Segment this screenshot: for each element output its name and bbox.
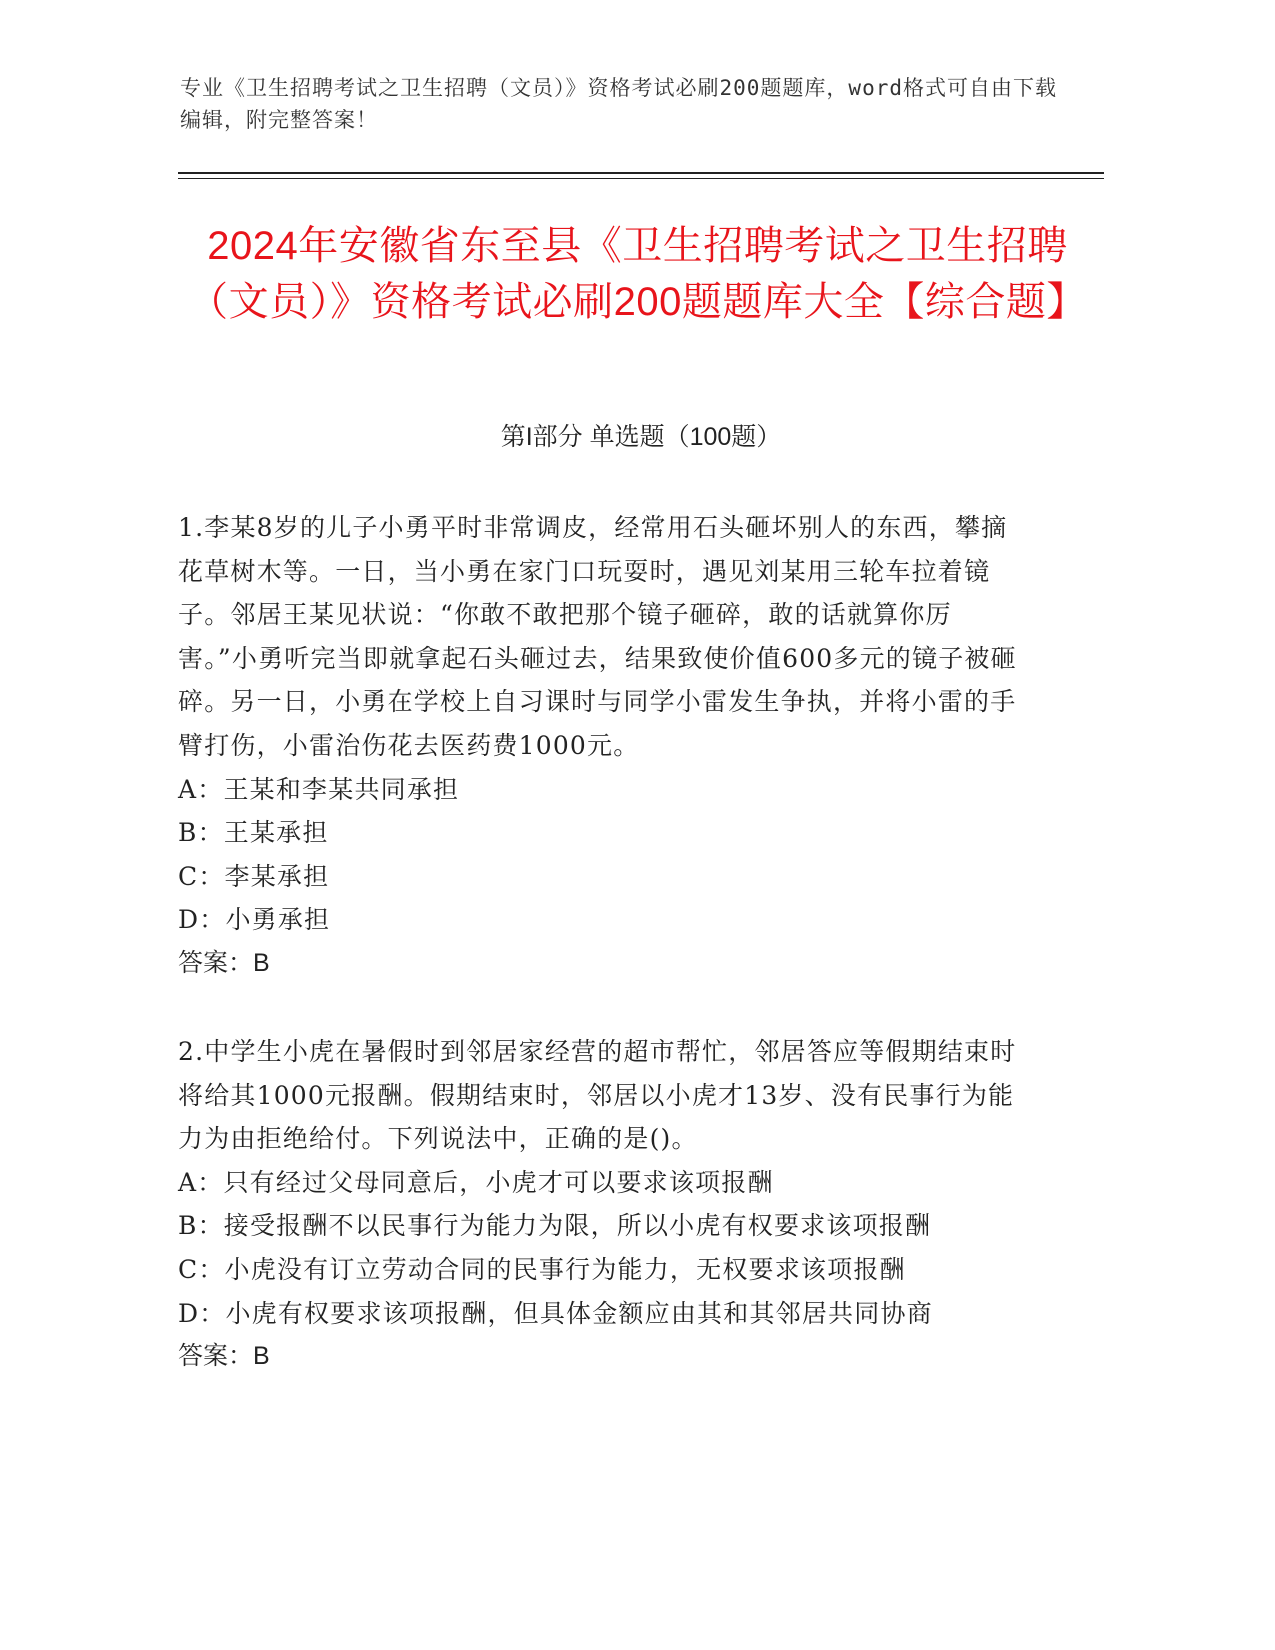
option-d: D：小虎有权要求该项报酬，但具体金额应由其和其邻居共同协商 xyxy=(178,1298,933,1328)
option-a: A：王某和李某共同承担 xyxy=(178,774,460,804)
question-2 xyxy=(178,1030,1023,1379)
header-note: 专业《卫生招聘考试之卫生招聘（文员）》资格考试必刷200题题库，word格式可自由下载编辑，附完整答案！ xyxy=(180,76,1057,132)
option-a: A：只有经过父母同意后，小虎才可以要求该项报酬 xyxy=(178,1167,774,1197)
header-divider-thick xyxy=(178,172,1104,174)
document-title: 2024年安徽省东至县《卫生招聘考试之卫生招聘（文员）》资格考试必刷200题题库大全【综合题】 xyxy=(188,224,1087,324)
question-stem: 2.中学生小虎在暑假时到邻居家经营的超市帮忙，邻居答应等假期结束时将给其1000元报酬。假期结束时，邻居以小虎才13岁、没有民事行为能力为由拒绝给付。下列说法中，正确的是()。 xyxy=(178,1037,1017,1154)
option-c: C：小虎没有订立劳动合同的民事行为能力，无权要求该项报酬 xyxy=(178,1254,906,1284)
question-stem: 1.李某8岁的儿子小勇平时非常调皮，经常用石头砸坏别人的东西，攀摘花草树木等。一日，当小勇在家门口玩耍时，遇见刘某用三轮车拉着镜子。邻居王某见状说：“你敢不敢把那个镜子砸碎，敢的话就算你厉害。”小勇听完当即就拿起石头砸过去，结果致使价值600多元的镜子被砸碎。另一日，小勇在学校上自习课时与同学小雷发生争执，并将小雷的手臂打伤，小雷治伤花去医药费1000元。 xyxy=(178,513,1017,760)
answer: 答案：B xyxy=(178,1342,270,1371)
option-d: D：小勇承担 xyxy=(178,905,331,935)
header-divider-thin xyxy=(178,178,1104,179)
option-b: B：接受报酬不以民事行为能力为限，所以小虎有权要求该项报酬 xyxy=(178,1211,932,1241)
option-b: B：王某承担 xyxy=(178,818,329,848)
option-c: C：李某承担 xyxy=(178,861,330,891)
question-1 xyxy=(178,506,1023,986)
section-heading: 第I部分 单选题（100题） xyxy=(500,423,782,451)
answer: 答案：B xyxy=(178,948,270,977)
